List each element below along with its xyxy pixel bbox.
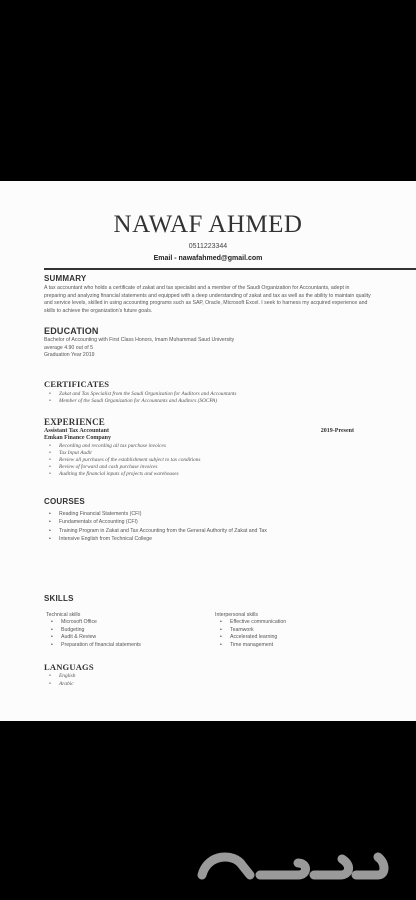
list-item: • Budgeting	[46, 627, 141, 635]
list-item: • Preparation of financial statements	[46, 642, 141, 650]
list-item: • Effective communication	[215, 619, 286, 627]
list-item: • Review of forward and cash purchase invoices	[44, 464, 200, 471]
list-item: • Recording and recording all tax purchase invoices	[44, 443, 200, 450]
summary-text: A tax accountant who holds a certificate of zakat and tax specialist and a member of the Saudi Organization for Accountants, adept in preparing and analyzing financial statements and equipped with a deep understanding of zakat and tax as well as the ability to maintain quality and service levels, skilled in using accounting programs such as SAP, Oracle, Microsoft Excel. I seek to harness my acquired experience and skills to achieve the organization's future goals.	[44, 285, 371, 314]
languages-heading: LANGUAGS	[44, 662, 94, 672]
resume-name: NAWAF AHMED	[113, 211, 303, 238]
education-heading: EDUCATION	[44, 326, 99, 336]
list-item: • Member of the Saudi Organization for Accountants and Auditors (SOCPA)	[44, 398, 236, 405]
list-item: • Zakat and Tax Specialist from the Saudi Organization for Auditors and Accountants	[44, 391, 236, 398]
technical-skills	[46, 612, 141, 649]
job-company: Emkan Finance Company	[44, 435, 112, 441]
email-address: Email - nawafahmed@gmail.com	[153, 255, 263, 262]
list-item: • Tax Input Audit	[44, 450, 200, 457]
interpersonal-skills-list	[215, 619, 286, 649]
courses-heading: COURSES	[44, 497, 85, 506]
list-item: • Time management	[215, 642, 286, 650]
education-average: average 4.90 out of 5	[44, 344, 94, 351]
job-title-row	[44, 428, 354, 435]
courses-list	[44, 510, 267, 543]
experience-list	[44, 443, 200, 478]
list-item: • Arabic	[44, 681, 75, 689]
list-item: • Audit & Review	[46, 634, 141, 642]
education-details	[44, 337, 234, 360]
interpersonal-skills-label: Interpersonal skills	[215, 612, 258, 618]
summary-heading: SUMMARY	[44, 274, 87, 283]
certificates-list	[44, 391, 236, 405]
certificates-heading: CERTIFICATES	[44, 379, 110, 389]
interpersonal-skills	[215, 612, 286, 649]
job-role: Assistant Tax Accountant	[44, 428, 110, 434]
skills-heading: SKILLS	[44, 594, 74, 603]
phone-number: 0511223344	[188, 243, 228, 250]
list-item: • Auditing the financial inputs of projects and warehouses	[44, 471, 200, 478]
list-item: • Training Program in Zakat and Tax Accounting from the General Authority of Zakat and Tax	[44, 527, 267, 535]
technical-skills-list	[46, 619, 141, 649]
education-degree: Bachelor of Accounting with First Class Honors, Imam Muhammad Saud University	[44, 337, 235, 343]
job-dates: 2019-Present	[320, 428, 354, 434]
languages-list	[44, 673, 75, 688]
resume-page	[0, 181, 416, 721]
list-item: • Fundamentals of Accounting (CFI)	[44, 518, 267, 526]
list-item: • English	[44, 673, 75, 681]
list-item: • Microsoft Office	[46, 619, 141, 627]
list-item: • Intensive English from Technical College	[44, 535, 267, 543]
list-item: • Accelerated learning	[215, 634, 286, 642]
list-item: • Reading Financial Statements (CFI)	[44, 510, 267, 518]
technical-skills-label: Technical skills	[46, 612, 81, 618]
list-item: • Review all purchases of the establishment subject to tax conditions	[44, 457, 200, 464]
education-year: Graduation Year 2019	[44, 352, 95, 359]
header-divider	[44, 268, 416, 270]
list-item: • Teamwork	[215, 627, 286, 635]
haraj-watermark-logo	[190, 845, 390, 887]
experience-heading: EXPERIENCE	[44, 417, 106, 427]
